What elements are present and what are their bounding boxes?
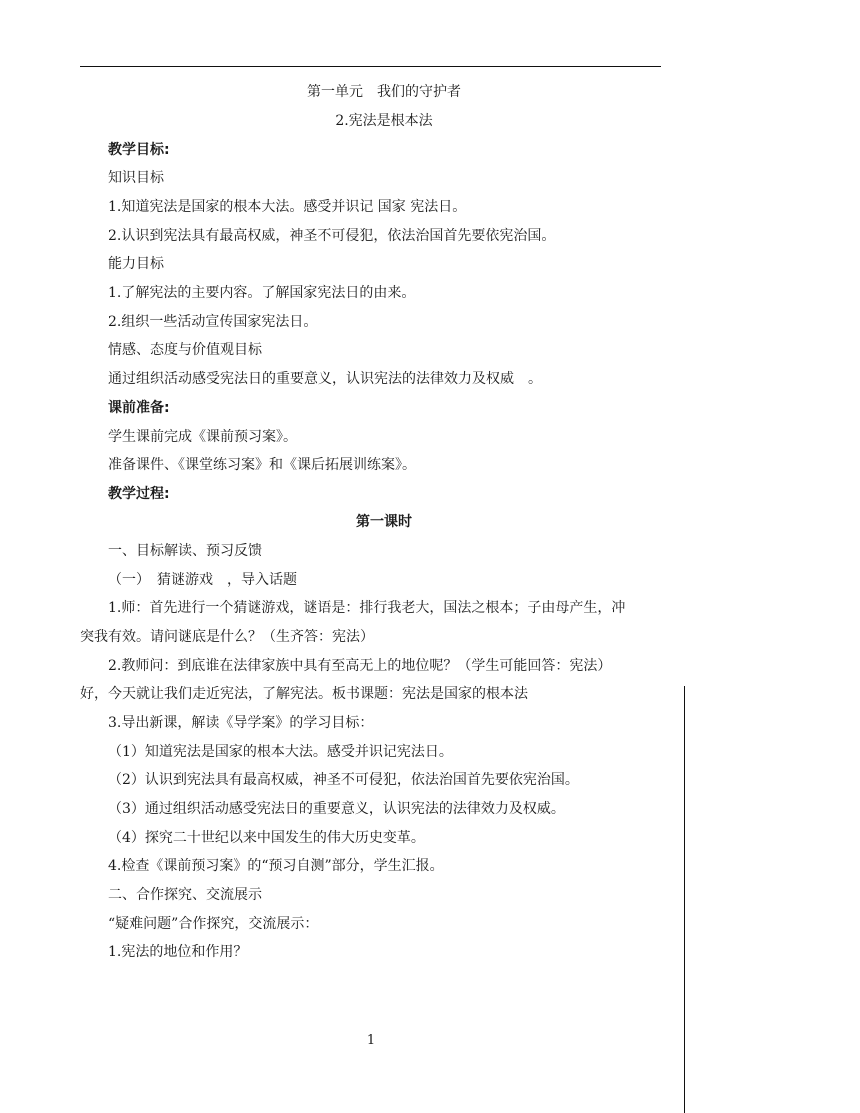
emotion-heading: 情感、态度与价值观目标 bbox=[108, 342, 262, 358]
knowledge-item-2: 2.认识到宪法具有最高权威，神圣不可侵犯，依法治国首先要依宪治国。 bbox=[108, 228, 556, 244]
prep-item-2: 准备课件、《课堂练习案》和《课后拓展训练案》。 bbox=[108, 457, 416, 473]
knowledge-item-1: 1.知道宪法是国家的根本大法。感受并识记 国家 宪法日。 bbox=[108, 199, 467, 215]
step-4: 4.检查《课前预习案》的“预习自测”部分，学生汇报。 bbox=[108, 858, 444, 874]
section-preparation: 课前准备: bbox=[108, 400, 170, 416]
lesson-title: 2.宪法是根本法 bbox=[335, 113, 433, 129]
ability-item-1: 1.了解宪法的主要内容。了解国家宪法日的由来。 bbox=[108, 285, 416, 301]
period-title: 第一课时 bbox=[356, 514, 412, 530]
emotion-item-1: 通过组织活动感受宪法日的重要意义，认识宪法的法律效力及权威 。 bbox=[108, 371, 542, 387]
section-process: 教学过程: bbox=[108, 486, 170, 502]
part-1-heading: 一、目标解读、预习反馈 bbox=[108, 543, 262, 559]
unit-title: 第一单元 我们的守护者 bbox=[307, 84, 461, 100]
margin-rule bbox=[684, 686, 685, 1113]
step-2-line-2: 好，今天就让我们走近宪法，了解宪法。板书课题：宪法是国家的根本法 bbox=[80, 686, 528, 702]
objective-2: （2）认识到宪法具有最高权威，神圣不可侵犯，依法治国首先要依宪治国。 bbox=[108, 772, 579, 788]
step-1-line-2: 突我有效。请问谜底是什么？（生齐答：宪法） bbox=[80, 629, 374, 645]
section-teaching-goals: 教学目标: bbox=[108, 142, 170, 158]
step-3: 3.导出新课，解读《导学案》的学习目标： bbox=[108, 715, 374, 731]
objective-1: （1）知道宪法是国家的根本大法。感受并识记宪法日。 bbox=[108, 744, 453, 760]
ability-item-2: 2.组织一些活动宣传国家宪法日。 bbox=[108, 314, 318, 330]
step-1-line-1: 1.师：首先进行一个猜谜游戏，谜语是：排行我老大，国法之根本；子由母产生，冲 bbox=[108, 600, 626, 616]
step-2-line-1: 2.教师问：到底谁在法律家族中具有至高无上的地位呢？（学生可能回答：宪法） bbox=[108, 658, 612, 674]
prep-item-1: 学生课前完成《课前预习案》。 bbox=[108, 429, 297, 445]
question-1: 1.宪法的地位和作用？ bbox=[108, 944, 248, 960]
objective-4: （4）探究二十世纪以来中国发生的伟大历史变革。 bbox=[108, 830, 425, 846]
header-rule bbox=[80, 66, 661, 67]
objective-3: （3）通过组织活动感受宪法日的重要意义，认识宪法的法律效力及权威。 bbox=[108, 801, 565, 817]
knowledge-heading: 知识目标 bbox=[108, 170, 164, 186]
ability-heading: 能力目标 bbox=[108, 256, 164, 272]
part-2-heading: 二、合作探究、交流展示 bbox=[108, 887, 262, 903]
part-2-subheading: “疑难问题”合作探究，交流展示： bbox=[108, 916, 319, 932]
page-number: 1 bbox=[366, 1033, 376, 1048]
part-1-subheading: （一） 猜谜游戏 ，导入话题 bbox=[108, 572, 297, 588]
